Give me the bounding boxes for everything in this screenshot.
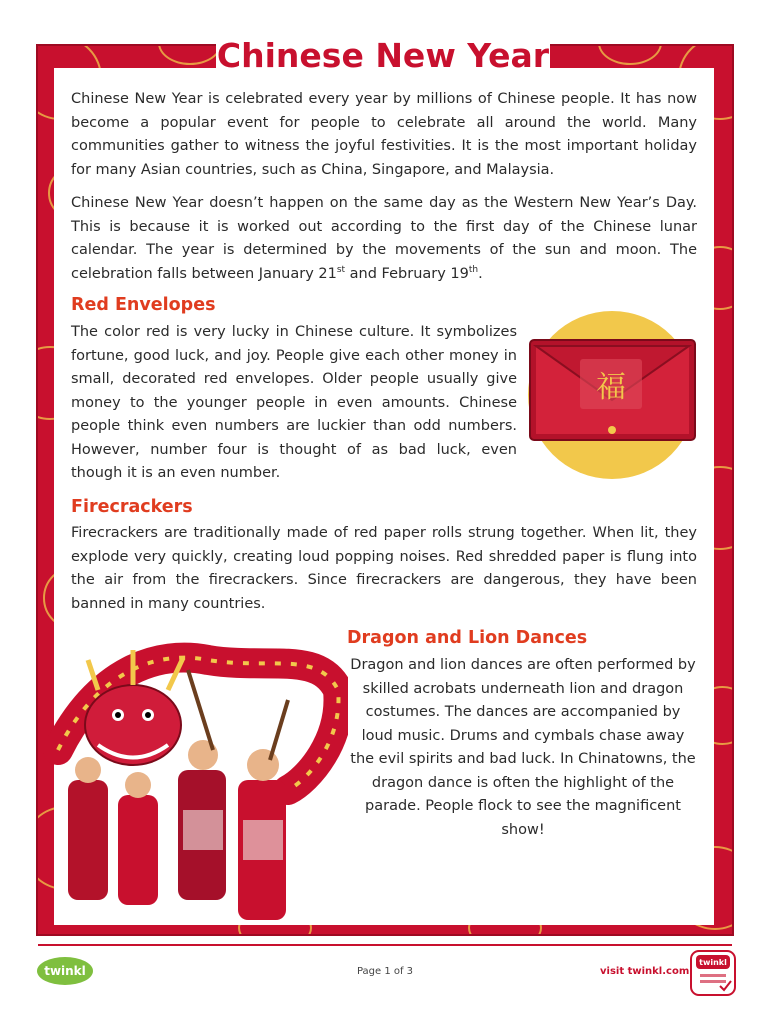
logo-text: twinkl bbox=[44, 964, 86, 978]
firecrackers-paragraph: Firecrackers are traditionally made of red paper rolls strung together. When lit, they explode very quickly, creating loud popping noises. Red shredded paper is flung into the air from the firecrackers. Since firecrackers are dangerous, they have been banned in many countries. bbox=[71, 525, 697, 612]
superscript-th: th bbox=[468, 264, 479, 275]
intro-paragraph-2-text: Chinese New Year doesn’t happen on the same day as the Western New Year’s Day. This is because it is worked out according to the first day of the Chinese lunar calendar. The year is determined by the movements of the sun and moon. The celebration falls between January 21 bbox=[71, 195, 697, 282]
page-number: Page 1 of 3 bbox=[356, 966, 414, 977]
heading-dragon-lion-dances: Dragon and Lion Dances bbox=[347, 628, 588, 648]
twinkl-logo[interactable] bbox=[36, 956, 94, 986]
quality-badge bbox=[690, 950, 736, 996]
visit-link[interactable]: visit twinkl.com bbox=[600, 966, 690, 977]
page-title: Chinese New Year bbox=[216, 36, 550, 75]
dragon-dances-paragraph: Dragon and lion dances are often performed by skilled acrobats underneath lion and dragon costumes. The dances are accompanied by loud music. Drums and cymbals chase away the evil spirits and bad luck. In Chinatowns, the dragon dance is often the highlight of the parade. People flock to see the magnificent show! bbox=[350, 657, 696, 838]
red-envelopes-paragraph: The color red is very lucky in Chinese culture. It symbolizes fortune, good luck, and joy. People give each other money in small, decorated red envelopes. Older people usually give money to the younger people in even amounts. Chinese people think even numbers are luckier than odd numbers. However, number four is thought of as bad luck, even though it is an even number. bbox=[71, 324, 517, 481]
intro-paragraph-2-middle: and February 19 bbox=[345, 265, 469, 282]
intro-paragraph-1: Chinese New Year is celebrated every year by millions of Chinese people. It has now become a popular event for people to celebrate all around the world. Many communities gather to witness the joyful festivities. It is the most important holiday for many Asian countries, such as China, Singapore, and Malaysia. bbox=[71, 91, 697, 178]
fu-character: 福 bbox=[596, 370, 626, 405]
heading-firecrackers: Firecrackers bbox=[71, 497, 193, 517]
intro-paragraph-2 bbox=[71, 192, 697, 286]
red-envelope-illustration bbox=[520, 305, 702, 487]
badge-logo-text: twinkl bbox=[699, 958, 727, 967]
dragon-dance-illustration bbox=[38, 630, 348, 930]
intro-paragraph-2-end: . bbox=[478, 265, 483, 282]
footer-divider bbox=[38, 944, 732, 946]
superscript-st: st bbox=[336, 264, 346, 275]
heading-red-envelopes: Red Envelopes bbox=[71, 295, 216, 315]
